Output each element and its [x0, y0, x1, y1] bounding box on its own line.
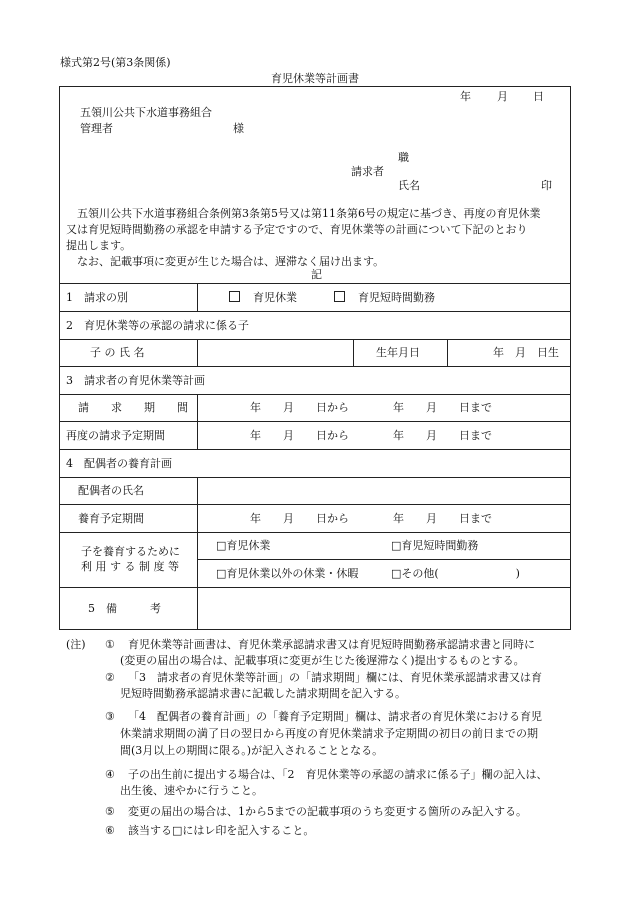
section3-label: 3 請求者の育児休業等計画 — [66, 374, 205, 387]
date-month: 月 — [497, 90, 508, 103]
requester-name: 氏名 — [398, 179, 420, 192]
note3-line3: 間(3月以上の期間に限る。)が記入されることとなる。 — [120, 744, 384, 757]
note6-mark: ⑥ — [105, 824, 115, 837]
system-label-line2: 利 用 す る 制 度 等 — [81, 560, 179, 573]
redo-period-label: 再度の請求予定期間 — [66, 429, 165, 442]
form-number: 様式第2号(第3条関係) — [60, 56, 171, 69]
form-title: 育児休業等計画書 — [271, 72, 359, 85]
note6-line1: 該当する□にはレ印を記入すること。 — [128, 824, 315, 837]
note3-mark: ③ — [105, 710, 115, 723]
note1-mark: ① — [105, 638, 115, 651]
note4-line1: 子の出生前に提出する場合は、「2 育児休業等の承認の請求に係る子」欄の記入は、 — [128, 768, 548, 781]
system-option-childcare-leave[interactable]: □育児休業 — [216, 539, 271, 552]
body-line1: 五領川公共下水道事務組合条例第3条第5号又は第11条第6号の規定に基づき、再度の育児休業 — [77, 207, 541, 220]
checkbox-icon[interactable] — [334, 291, 345, 302]
body-line4: なお、記載事項に変更が生じた場合は、遅滞なく届け出ます。 — [77, 255, 385, 268]
nurture-period-value[interactable]: 年 月 日から 年 月 日まで — [250, 512, 492, 525]
section1-label: 1 請求の別 — [66, 291, 128, 304]
requester-label: 請求者 — [351, 165, 384, 178]
note2-mark: ② — [105, 671, 115, 684]
note3-line1: 「4 配偶者の養育計画」の「養育予定期間」欄は、請求者の育児休業における育児 — [128, 710, 542, 723]
birth-date-value[interactable]: 年 月 日生 — [493, 346, 559, 359]
body-line3: 提出します。 — [66, 239, 132, 252]
addressee-honorific: 様 — [233, 122, 244, 135]
system-option-short-hours[interactable]: □育児短時間勤務 — [391, 539, 479, 552]
request-period-value[interactable]: 年 月 日から 年 月 日まで — [250, 401, 492, 414]
note1-line2: (変更の届出の場合は、記載事項に変更が生じた後遅滞なく)提出するものとする。 — [120, 654, 525, 667]
spouse-name-label: 配偶者の氏名 — [78, 484, 144, 497]
redo-period-value[interactable]: 年 月 日から 年 月 日まで — [250, 429, 492, 442]
birth-date-label: 生年月日 — [376, 346, 420, 359]
requester-position: 職 — [398, 151, 409, 164]
notes-head: (注) — [66, 638, 86, 651]
section1-option-short-hours[interactable]: 育児短時間勤務 — [334, 291, 435, 304]
note4-line2: 出生後、速やかに行うこと。 — [120, 784, 263, 797]
section1-option-childcare-leave[interactable]: 育児休業 — [229, 291, 297, 304]
note1-line1: 育児休業等計画書は、育児休業承認請求書又は育児短時間勤務承認請求書と同時に — [128, 638, 535, 651]
system-option-other[interactable]: □その他( ) — [391, 567, 520, 580]
child-name-label: 子 の 氏 名 — [90, 346, 145, 359]
addressee-org: 五領川公共下水道事務組合 — [80, 106, 212, 119]
date-year: 年 — [460, 90, 471, 103]
system-option-other-leave[interactable]: □育児休業以外の休業・休暇 — [216, 567, 359, 580]
seal: 印 — [541, 179, 552, 192]
note5-mark: ⑤ — [105, 805, 115, 818]
note3-line2: 休業請求期間の満了日の翌日から再度の育児休業請求予定期間の初日の前日までの期 — [120, 727, 538, 740]
request-period-label: 請 求 期 間 — [78, 401, 188, 414]
section4-label: 4 配偶者の養育計画 — [66, 457, 172, 470]
addressee-role: 管理者 — [80, 122, 113, 135]
section2-label: 2 育児休業等の承認の請求に係る子 — [66, 319, 249, 332]
note2-line2: 児短時間勤務承認請求書に記載した請求期間を記入する。 — [120, 687, 406, 700]
date-day: 日 — [533, 90, 544, 103]
remarks-label: 5 備 考 — [88, 602, 161, 615]
checkbox-icon[interactable] — [229, 291, 240, 302]
note4-mark: ④ — [105, 768, 115, 781]
body-line2: 又は育児短時間勤務の承認を申請する予定ですので、育児休業等の計画について下記のとおり — [66, 223, 528, 236]
system-label-line1: 子を養育するために — [81, 545, 180, 558]
nurture-period-label: 養育予定期間 — [78, 512, 144, 525]
note2-line1: 「3 請求者の育児休業等計画」の「請求期間」欄には、育児休業承認請求書又は育 — [128, 671, 542, 684]
ki-label: 記 — [311, 268, 322, 281]
note5-line1: 変更の届出の場合は、1から5までの記載事項のうち変更する箇所のみ記入する。 — [128, 805, 527, 818]
